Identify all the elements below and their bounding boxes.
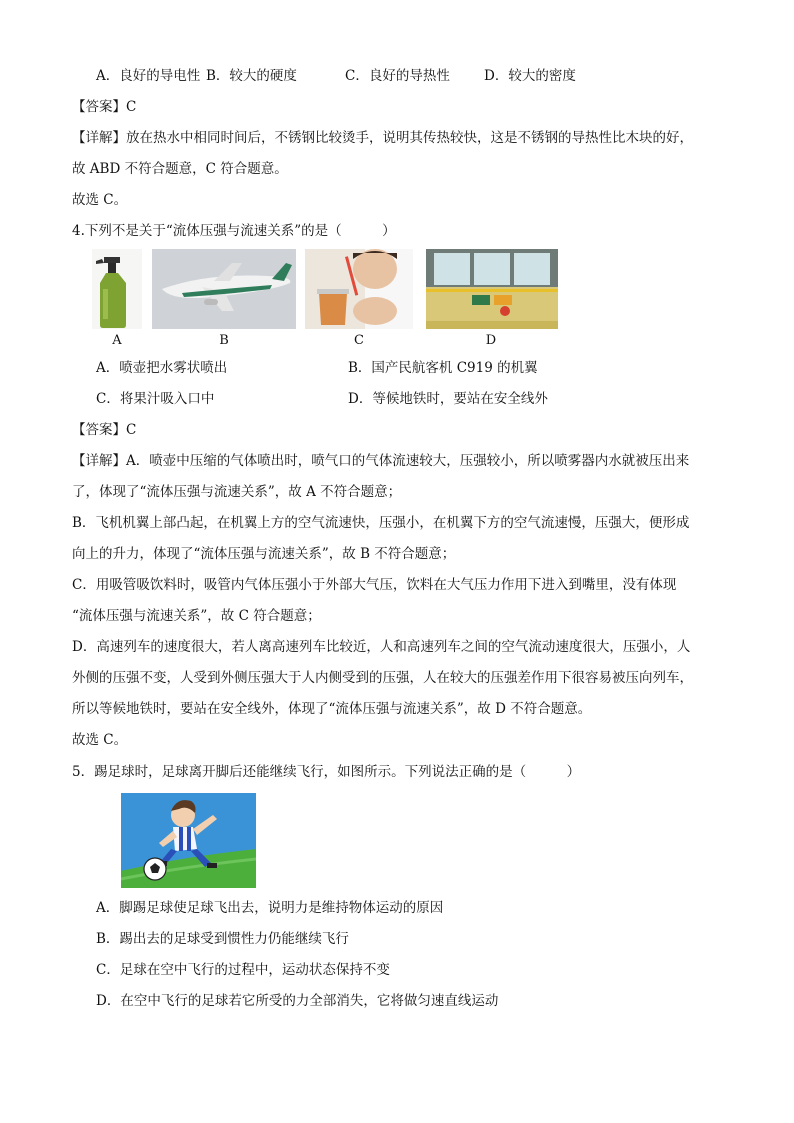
q4-detail-line-6: “流体压强与流速关系”，故 C 符合题意； xyxy=(72,608,321,624)
q3-option-b: B．较大的硬度 xyxy=(206,68,297,84)
q3-detail-line-2: 故 ABD 不符合题意，C 符合题意。 xyxy=(72,161,288,177)
boy-kicking-soccer-ball-icon xyxy=(121,793,256,888)
q4-image-label-c: C xyxy=(354,333,364,348)
q4-option-c: C．将果汁吸入口中 xyxy=(96,391,215,407)
subway-image xyxy=(426,249,558,329)
q5-option-d: D．在空中飞行的足球若它所受的力全部消失，它将做匀速直线运动 xyxy=(96,993,499,1009)
q4-answer: 【答案】C xyxy=(72,422,137,438)
q4-detail-line-1: 【详解】A．喷壶中压缩的气体喷出时，喷气口的气体流速较大，压强较小，所以喷雾器内水就被压出来 xyxy=(72,453,690,469)
q4-option-a: A．喷壶把水雾状喷出 xyxy=(96,360,228,376)
q4-image-label-b: B xyxy=(219,333,229,348)
q4-detail-line-9: 所以等候地铁时，要站在安全线外，体现了“流体压强与流速关系”，故 D 不符合题意。 xyxy=(72,701,592,717)
q4-stem: 4.下列不是关于“流体压强与流速关系”的是（ ） xyxy=(72,223,396,239)
q4-image-label-d: D xyxy=(485,333,497,348)
q4-detail-line-8: 外侧的压强不变，人受到外侧压强大于人内侧受到的压强，人在较大的压强差作用下很容易被压向列车， xyxy=(72,670,693,686)
q4-detail-line-2: 了，体现了“流体压强与流速关系”，故 A 不符合题意； xyxy=(72,484,402,500)
q4-option-d: D．等候地铁时，要站在安全线外 xyxy=(348,391,548,407)
q3-option-a: A．良好的导电性 xyxy=(96,68,201,84)
q3-conclusion: 故选 C。 xyxy=(72,192,128,208)
soccer-image xyxy=(121,793,256,888)
airplane-c919-icon xyxy=(152,249,296,329)
q4-detail-line-4: 向上的升力，体现了“流体压强与流速关系”，故 B 不符合题意； xyxy=(72,546,456,562)
q5-option-c: C．足球在空中飞行的过程中，运动状态保持不变 xyxy=(96,962,390,978)
airplane-image xyxy=(152,249,296,329)
q4-conclusion: 故选 C。 xyxy=(72,732,128,748)
q5-option-b: B．踢出去的足球受到惯性力仍能继续飞行 xyxy=(96,931,349,947)
q3-option-d: D．较大的密度 xyxy=(484,68,576,84)
child-drinking-juice-icon xyxy=(305,249,413,329)
q5-stem: 5．踢足球时，足球离开脚后还能继续飞行，如图所示。下列说法正确的是（ ） xyxy=(72,764,581,780)
q4-option-b: B．国产民航客机 C919 的机翼 xyxy=(348,360,538,376)
spray-bottle-image xyxy=(92,249,142,329)
q3-detail-line-1: 【详解】放在热水中相同时间后，不锈钢比较烫手，说明其传热较快，这是不锈钢的导热性比木块的好， xyxy=(72,130,693,146)
child-drinking-image xyxy=(305,249,413,329)
q4-detail-line-5: C．用吸管吸饮料时，吸管内气体压强小于外部大气压，饮料在大气压力作用下进入到嘴里，没有体现 xyxy=(72,577,677,593)
spray-bottle-icon xyxy=(92,249,142,329)
q5-option-a: A．脚踢足球使足球飞出去，说明力是维持物体运动的原因 xyxy=(96,900,444,916)
q4-image-label-a: A xyxy=(112,333,122,348)
subway-safety-line-icon xyxy=(426,249,558,329)
q3-answer: 【答案】C xyxy=(72,99,137,115)
q4-detail-line-3: B．飞机机翼上部凸起，在机翼上方的空气流速快，压强小，在机翼下方的空气流速慢，压强大，便形成 xyxy=(72,515,690,531)
q3-option-c: C．良好的导热性 xyxy=(345,68,450,84)
q4-detail-line-7: D．高速列车的速度很大，若人离高速列车比较近，人和高速列车之间的空气流动速度很大，压强小，人 xyxy=(72,639,691,655)
